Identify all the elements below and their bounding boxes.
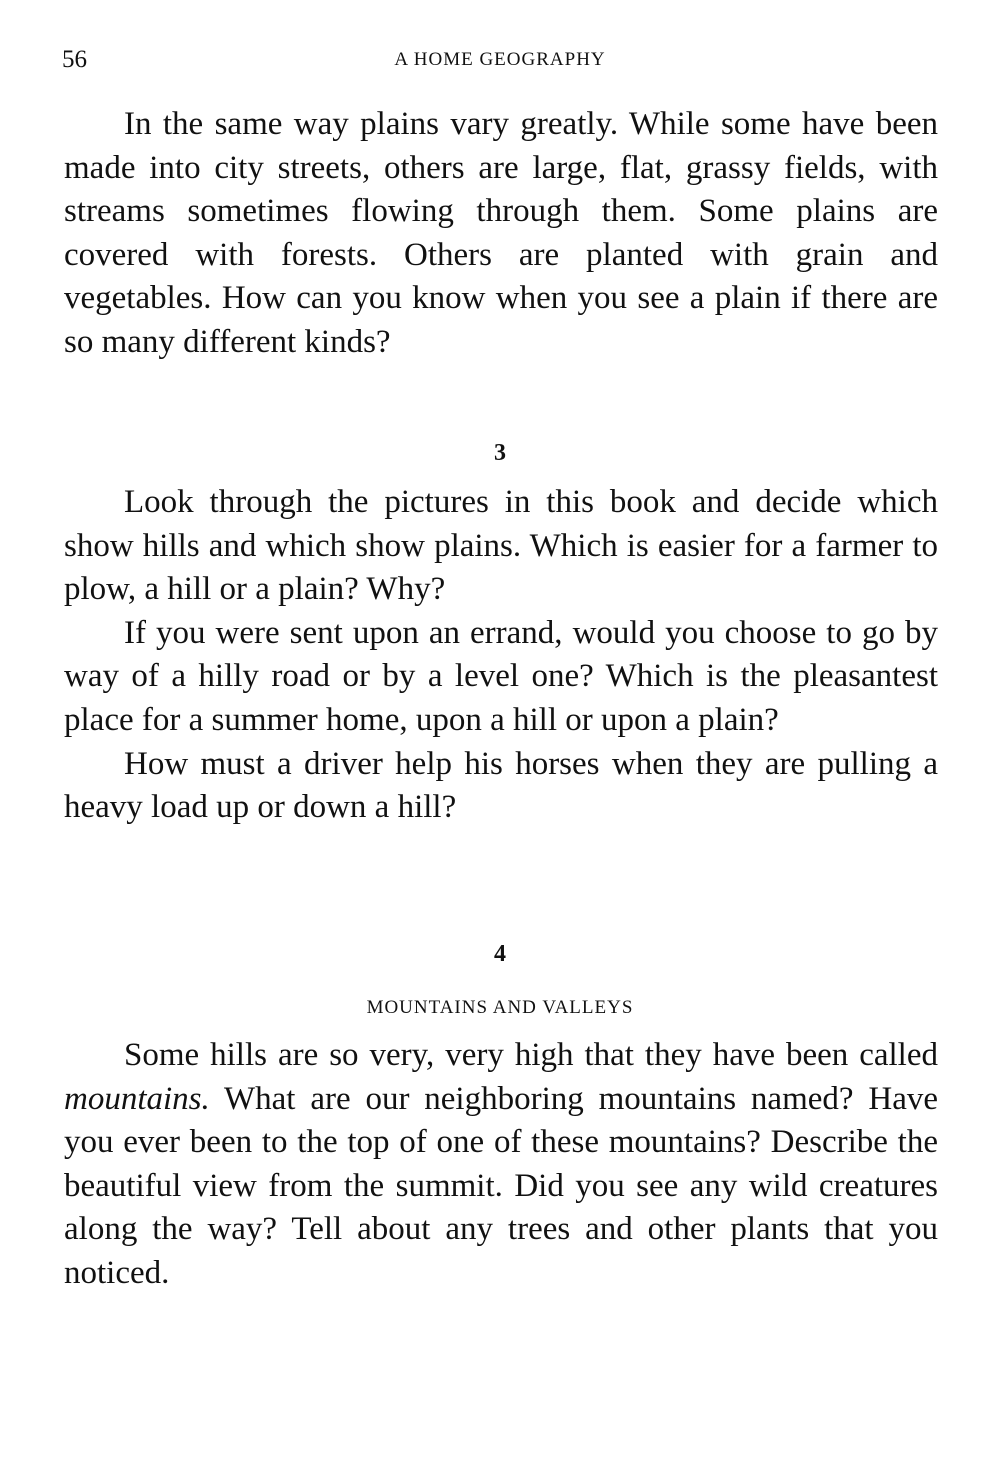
running-head [62,44,938,76]
paragraph: Look through the pictures in this book and decide which show hills and which show plains. Which is easier for a farmer to plow, a hill or a plain? Why? [64,484,938,608]
text-run: What are our neighboring mountains named? Have you ever been to the top of one of these mountains? Describe the beautiful view from the summit. Did you see any wild creatures along the way? Tell about any trees and other plants that you noticed. [64,1080,938,1291]
section-2-conclusion [64,103,938,365]
paragraph: How must a driver help his horses when they are pulling a heavy load up or down a hill? [64,745,938,826]
paragraph: If you were sent upon an errand, would you choose to go by way of a hilly road or by a level one? Which is the pleasantest place for a summer home, upon a hill or upon a plain? [64,614,938,738]
italic-term: mountains. [64,1080,210,1117]
section-number-4: 4 [494,941,506,967]
section-title: MOUNTAINS AND VALLEYS [366,997,634,1018]
paragraph: In the same way plains vary greatly. While some have been made into city streets, others are large, flat, grassy fields, with streams sometimes flowing through them. Some plains are covered with forests. Others are planted with grain and vegetables. How can you know when you see a plain if there are so many different kinds? [64,106,938,360]
section-3-body [64,481,938,830]
running-title: A HOME GEOGRAPHY [394,49,606,70]
text-run: Some hills are so very, very high that they have been called [124,1037,938,1073]
page-number: 56 [62,46,87,73]
paragraph [64,1034,938,1296]
section-number-3: 3 [494,440,506,466]
section-4-body [64,1034,938,1296]
